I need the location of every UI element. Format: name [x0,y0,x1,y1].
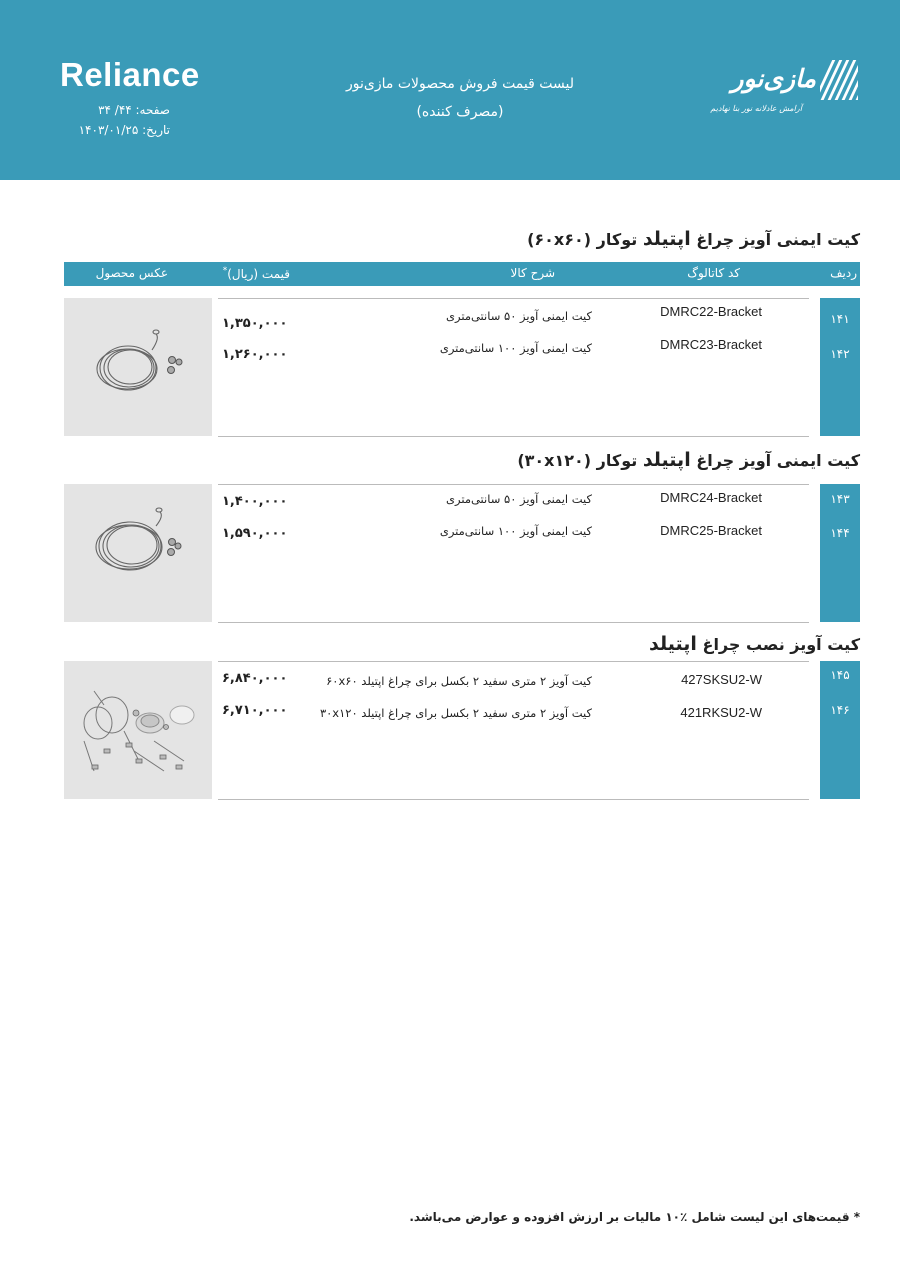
header-price: قیمت (ریال)* [222,266,290,281]
row-number: ۱۴۲ [830,347,850,361]
product-photo [64,298,212,436]
section-bottom-rule [218,622,809,623]
logo-stripes-icon [820,60,858,100]
row-number: ۱۴۱ [830,312,850,326]
item-description: کیت ایمنی آویز ۱۰۰ سانتی‌متری [439,524,592,538]
document-subtitle: (مصرف کننده) [416,104,504,120]
item-price: ۱,۵۹۰,۰۰۰ [222,526,288,541]
catalog-code: DMRC22-Bracket [660,304,762,319]
item-price: ۶,۸۴۰,۰۰۰ [222,671,288,686]
section-top-rule [218,661,809,662]
document-title: لیست قیمت فروش محصولات مازی‌نور [346,76,574,92]
logo-wordmark: مازی‌نور [731,64,816,93]
document-title-block [300,70,620,126]
brand-name: Reliance [60,56,200,93]
item-description: کیت آویز ۲ متری سفید ۲ بکسل برای چراغ اپتیلد ۳۰x۱۲۰ [319,706,592,720]
cable-coil-icon [64,298,212,436]
row-number: ۱۴۳ [830,492,850,506]
page-meta [60,100,170,140]
row-number: ۱۴۴ [830,526,850,540]
header-row-number: ردیف [830,266,857,280]
section-title: کیت آویز نصب چراغ اپتیلد [649,633,860,655]
item-description: کیت ایمنی آویز ۵۰ سانتی‌متری [446,309,592,323]
catalog-code: 427SKSU2-W [681,672,762,687]
product-photo [64,484,212,622]
section-title: کیت ایمنی آویز چراغ اپتیلد توکار (۶۰x۶۰) [527,228,860,250]
catalog-code: DMRC24-Bracket [660,490,762,505]
row-number: ۱۴۶ [830,703,850,717]
catalog-code: DMRC25-Bracket [660,523,762,538]
company-logo [710,60,862,124]
cable-coil-icon [64,484,212,622]
logo-tagline: آرامش عادلانه نور بنا نهادیم [710,104,802,113]
document-date: تاریخ: ۱۴۰۳/۰۱/۲۵ [78,123,170,137]
catalog-code: 421RKSU2-W [680,705,762,720]
section-bottom-rule [218,799,809,800]
header-product-image: عکس محصول [95,266,168,280]
tax-footnote: * قیمت‌های این لیست شامل ٪۱۰ مالیات بر ارزش افزوده و عوارض می‌باشد. [409,1210,860,1224]
item-description: کیت ایمنی آویز ۵۰ سانتی‌متری [446,492,592,506]
product-photo [64,661,212,799]
item-description: کیت ایمنی آویز ۱۰۰ سانتی‌متری [439,341,592,355]
catalog-code: DMRC23-Bracket [660,337,762,352]
header-description: شرح کالا [510,266,555,280]
item-price: ۶,۷۱۰,۰۰۰ [222,703,288,718]
section-title: کیت ایمنی آویز چراغ اپتیلد توکار (۳۰x۱۲۰) [517,449,860,471]
section-top-rule [218,484,809,485]
table-header [64,262,860,286]
header-catalog-code: کد کاتالوگ [687,266,740,280]
item-price: ۱,۲۶۰,۰۰۰ [222,347,288,362]
section-top-rule [218,298,809,299]
page-header [0,0,900,180]
item-price: ۱,۳۵۰,۰۰۰ [222,316,288,331]
item-price: ۱,۴۰۰,۰۰۰ [222,494,288,509]
section-bottom-rule [218,436,809,437]
row-number: ۱۴۵ [830,668,850,682]
price-asterisk: * [222,266,228,276]
page-number: صفحه: ۴۴/ ۳۴ [98,103,170,117]
suspension-kit-icon [64,661,212,799]
item-description: کیت آویز ۲ متری سفید ۲ بکسل برای چراغ اپتیلد ۶۰x۶۰ [326,674,592,688]
